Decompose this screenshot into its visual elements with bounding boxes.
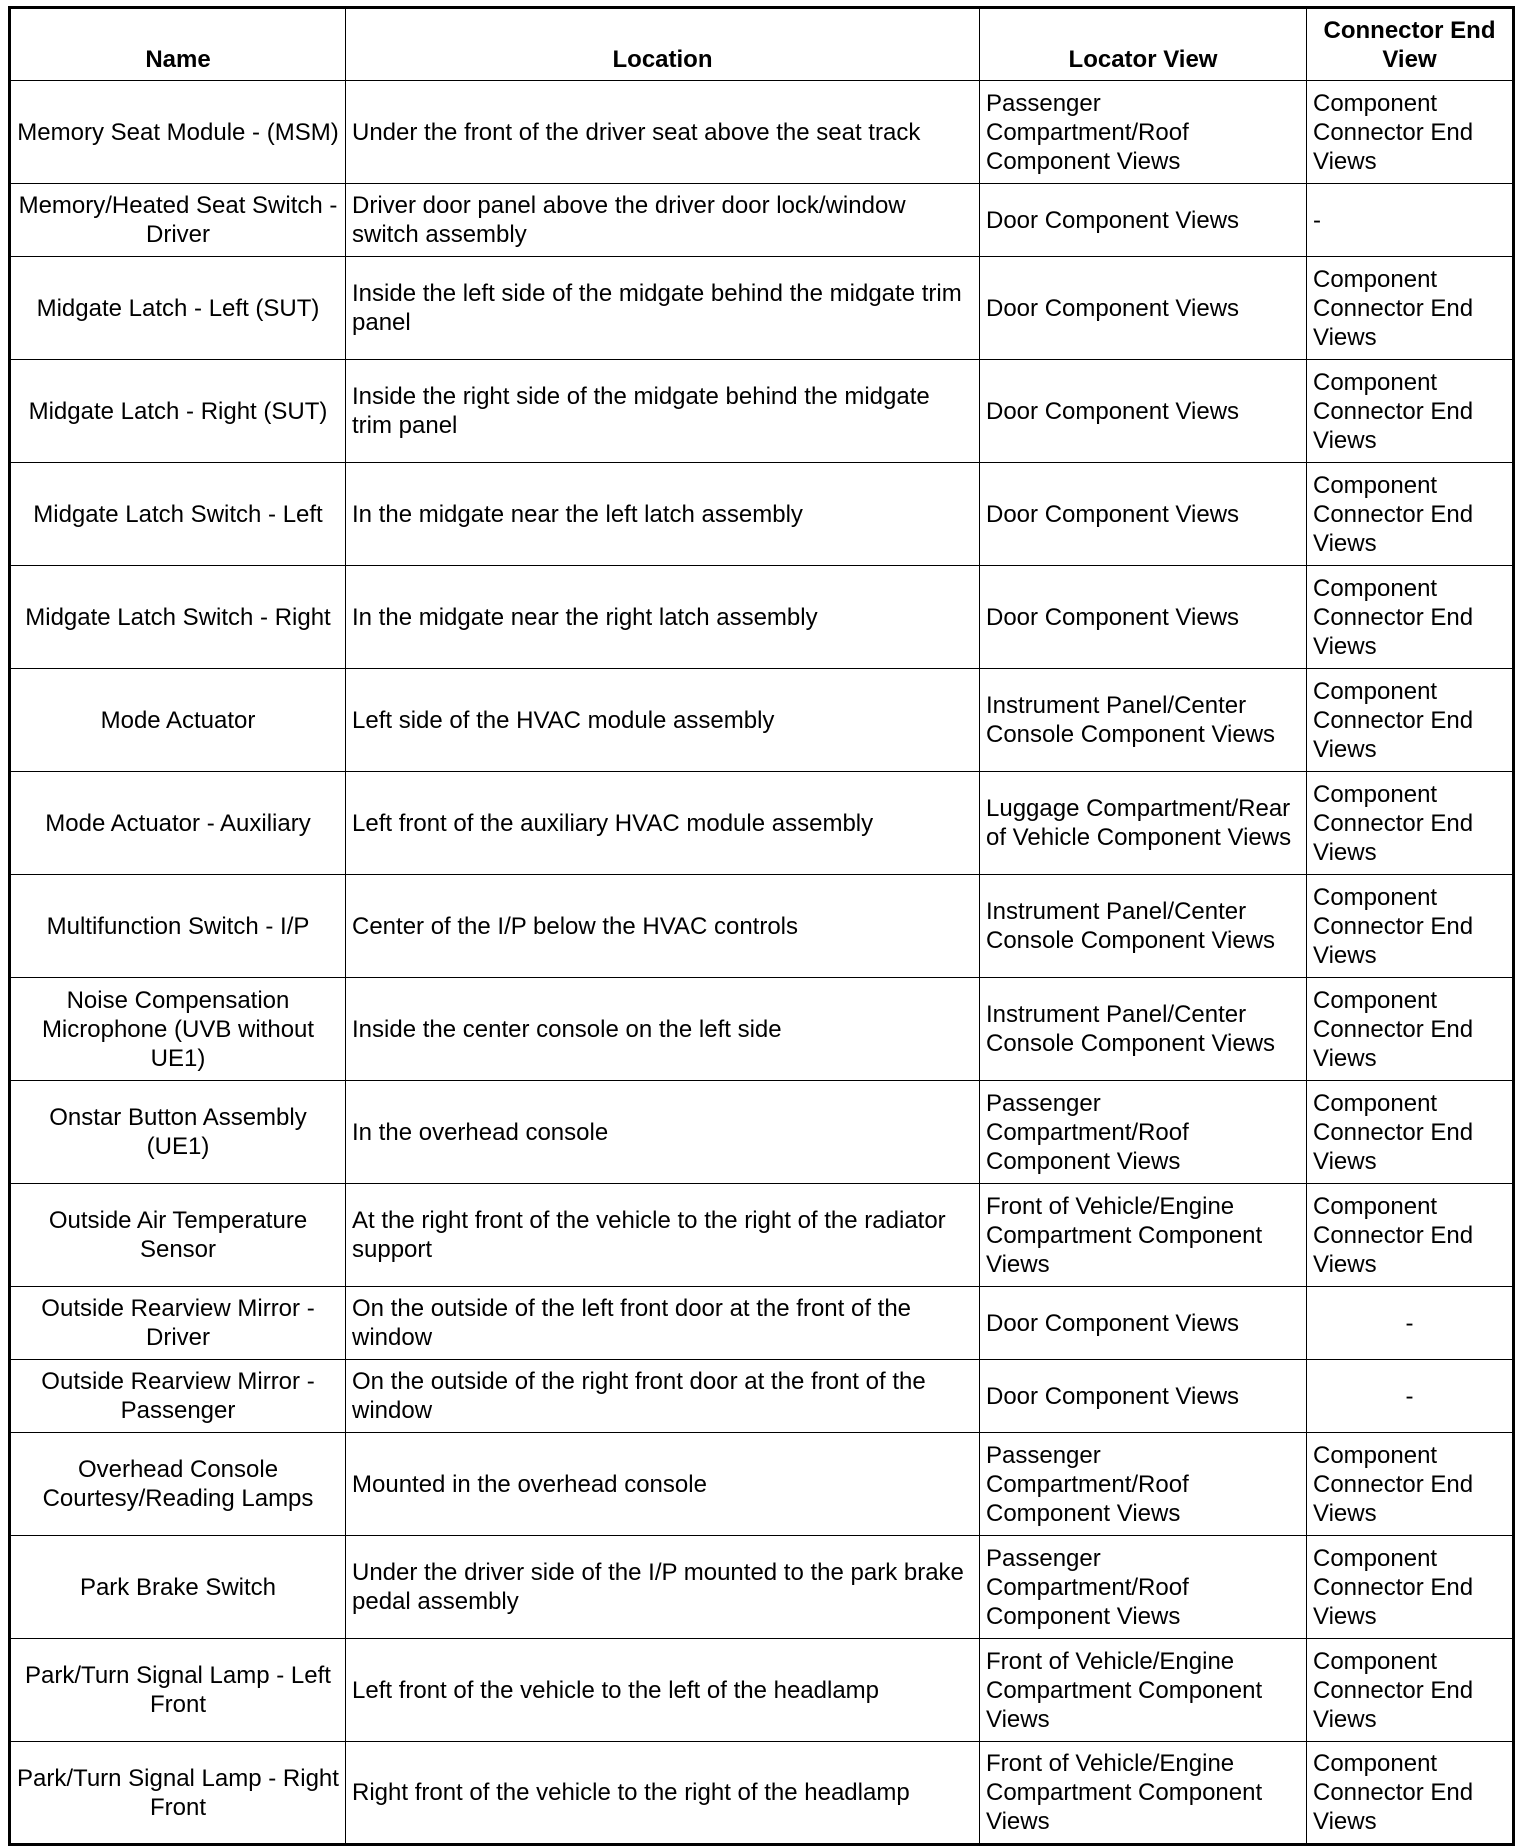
cell-connector-end-view: -	[1307, 1360, 1514, 1433]
cell-name: Multifunction Switch - I/P	[10, 875, 346, 978]
cell-locator-view: Luggage Compartment/Rear of Vehicle Component Views	[980, 772, 1307, 875]
cell-location: Left front of the vehicle to the left of the headlamp	[346, 1639, 980, 1742]
cell-location: At the right front of the vehicle to the right of the radiator support	[346, 1184, 980, 1287]
table-row	[10, 1360, 1514, 1433]
cell-location: Right front of the vehicle to the right of the headlamp	[346, 1742, 980, 1845]
cell-connector-end-view: Component Connector End Views	[1307, 360, 1514, 463]
cell-locator-view: Passenger Compartment/Roof Component Views	[980, 81, 1307, 184]
cell-connector-end-view: Component Connector End Views	[1307, 1536, 1514, 1639]
cell-connector-end-view: Component Connector End Views	[1307, 566, 1514, 669]
table-row	[10, 1742, 1514, 1845]
cell-location: On the outside of the right front door at the front of the window	[346, 1360, 980, 1433]
cell-name: Outside Air Temperature Sensor	[10, 1184, 346, 1287]
header-locator-view: Locator View	[980, 8, 1307, 81]
table-row	[10, 1081, 1514, 1184]
cell-locator-view: Instrument Panel/Center Console Component Views	[980, 978, 1307, 1081]
table-row	[10, 669, 1514, 772]
cell-location: Inside the center console on the left side	[346, 978, 980, 1081]
cell-locator-view: Door Component Views	[980, 1287, 1307, 1360]
cell-locator-view: Front of Vehicle/Engine Compartment Component Views	[980, 1639, 1307, 1742]
cell-location: Inside the left side of the midgate behind the midgate trim panel	[346, 257, 980, 360]
table-row	[10, 1536, 1514, 1639]
cell-location: In the midgate near the left latch assembly	[346, 463, 980, 566]
cell-location: On the outside of the left front door at the front of the window	[346, 1287, 980, 1360]
cell-locator-view: Door Component Views	[980, 1360, 1307, 1433]
cell-locator-view: Door Component Views	[980, 184, 1307, 257]
cell-connector-end-view: Component Connector End Views	[1307, 772, 1514, 875]
cell-connector-end-view: Component Connector End Views	[1307, 257, 1514, 360]
cell-location: Driver door panel above the driver door lock/window switch assembly	[346, 184, 980, 257]
cell-connector-end-view: Component Connector End Views	[1307, 463, 1514, 566]
cell-name: Park/Turn Signal Lamp - Left Front	[10, 1639, 346, 1742]
cell-location: Inside the right side of the midgate behind the midgate trim panel	[346, 360, 980, 463]
cell-locator-view: Instrument Panel/Center Console Component Views	[980, 875, 1307, 978]
table-row	[10, 1639, 1514, 1742]
cell-locator-view: Passenger Compartment/Roof Component Views	[980, 1433, 1307, 1536]
cell-connector-end-view: Component Connector End Views	[1307, 875, 1514, 978]
cell-name: Mode Actuator - Auxiliary	[10, 772, 346, 875]
cell-name: Midgate Latch Switch - Right	[10, 566, 346, 669]
cell-name: Memory Seat Module - (MSM)	[10, 81, 346, 184]
cell-locator-view: Passenger Compartment/Roof Component Views	[980, 1081, 1307, 1184]
cell-locator-view: Door Component Views	[980, 360, 1307, 463]
cell-location: Under the driver side of the I/P mounted to the park brake pedal assembly	[346, 1536, 980, 1639]
cell-locator-view: Door Component Views	[980, 463, 1307, 566]
cell-location: In the overhead console	[346, 1081, 980, 1184]
cell-location: Under the front of the driver seat above the seat track	[346, 81, 980, 184]
cell-connector-end-view: Component Connector End Views	[1307, 1433, 1514, 1536]
table-row	[10, 1287, 1514, 1360]
cell-location: Mounted in the overhead console	[346, 1433, 980, 1536]
cell-name: Noise Compensation Microphone (UVB without UE1)	[10, 978, 346, 1081]
table-row	[10, 463, 1514, 566]
header-location: Location	[346, 8, 980, 81]
cell-locator-view: Front of Vehicle/Engine Compartment Component Views	[980, 1184, 1307, 1287]
cell-locator-view: Passenger Compartment/Roof Component Views	[980, 1536, 1307, 1639]
cell-name: Park Brake Switch	[10, 1536, 346, 1639]
cell-name: Park/Turn Signal Lamp - Right Front	[10, 1742, 346, 1845]
cell-name: Mode Actuator	[10, 669, 346, 772]
cell-locator-view: Instrument Panel/Center Console Component Views	[980, 669, 1307, 772]
cell-connector-end-view: Component Connector End Views	[1307, 1081, 1514, 1184]
header-row	[10, 8, 1514, 81]
cell-location: Left front of the auxiliary HVAC module assembly	[346, 772, 980, 875]
cell-locator-view: Door Component Views	[980, 566, 1307, 669]
cell-locator-view: Front of Vehicle/Engine Compartment Component Views	[980, 1742, 1307, 1845]
component-location-table	[8, 6, 1515, 1846]
table-row	[10, 875, 1514, 978]
header-name: Name	[10, 8, 346, 81]
header-connector-end-view: Connector End View	[1307, 8, 1514, 81]
table-row	[10, 184, 1514, 257]
table-row	[10, 360, 1514, 463]
cell-connector-end-view: Component Connector End Views	[1307, 1184, 1514, 1287]
cell-connector-end-view: -	[1307, 1287, 1514, 1360]
cell-location: Left side of the HVAC module assembly	[346, 669, 980, 772]
table-row	[10, 81, 1514, 184]
table-row	[10, 978, 1514, 1081]
cell-name: Midgate Latch - Right (SUT)	[10, 360, 346, 463]
cell-name: Outside Rearview Mirror - Passenger	[10, 1360, 346, 1433]
cell-connector-end-view: Component Connector End Views	[1307, 81, 1514, 184]
cell-locator-view: Door Component Views	[980, 257, 1307, 360]
table-row	[10, 772, 1514, 875]
table-row	[10, 257, 1514, 360]
cell-connector-end-view: Component Connector End Views	[1307, 978, 1514, 1081]
cell-name: Onstar Button Assembly (UE1)	[10, 1081, 346, 1184]
cell-location: Center of the I/P below the HVAC controls	[346, 875, 980, 978]
cell-connector-end-view: Component Connector End Views	[1307, 1639, 1514, 1742]
cell-name: Memory/Heated Seat Switch - Driver	[10, 184, 346, 257]
cell-connector-end-view: -	[1307, 184, 1514, 257]
table-row	[10, 1433, 1514, 1536]
table-row	[10, 566, 1514, 669]
cell-name: Midgate Latch Switch - Left	[10, 463, 346, 566]
cell-connector-end-view: Component Connector End Views	[1307, 669, 1514, 772]
cell-location: In the midgate near the right latch assembly	[346, 566, 980, 669]
cell-name: Midgate Latch - Left (SUT)	[10, 257, 346, 360]
cell-connector-end-view: Component Connector End Views	[1307, 1742, 1514, 1845]
table-row	[10, 1184, 1514, 1287]
cell-name: Overhead Console Courtesy/Reading Lamps	[10, 1433, 346, 1536]
cell-name: Outside Rearview Mirror - Driver	[10, 1287, 346, 1360]
